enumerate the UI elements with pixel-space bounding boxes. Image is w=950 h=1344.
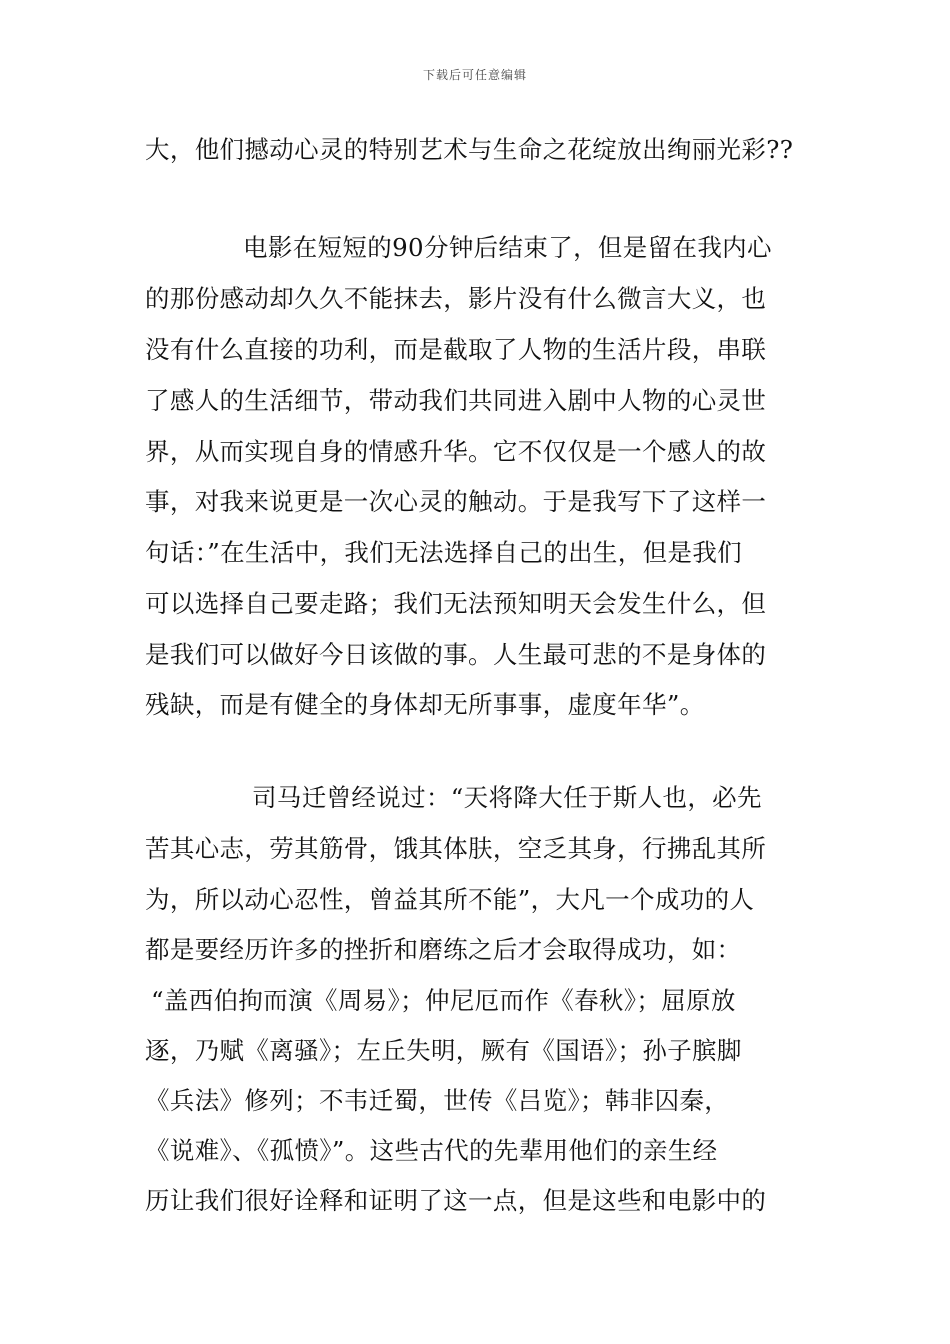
- paragraph-2-line-2: 的那份感动却久久不能抹去，影片没有什么微言大义，也: [145, 284, 767, 313]
- paragraph-3-line-4: 都是要经历许多的挫折和磨练之后才会取得成功，如：: [145, 935, 742, 964]
- paragraph-2-line-3: 没有什么直接的功利，而是截取了人物的生活片段，串联: [145, 335, 767, 364]
- paragraph-2-line-1: 电影在短短的90分钟后结束了，但是留在我内心: [243, 233, 772, 262]
- paragraph-3-line-9: 历让我们很好诠释和证明了这一点，但是这些和电影中的: [145, 1186, 767, 1215]
- page-header: 下载后可任意编辑: [422, 68, 527, 82]
- paragraph-2-line-7: 句话：”在生活中，我们无法选择自己的出生，但是我们: [145, 538, 743, 567]
- paragraph-2-line-6: 事，对我来说更是一次心灵的触动。于是我写下了这样一: [145, 487, 767, 516]
- paragraph-3-line-8: 《说难》、《孤愤》”。这些古代的先辈用他们的亲生经: [145, 1136, 718, 1165]
- paragraph-3-line-2: 苦其心志，劳其筋骨，饿其体肤，空乏其身，行拂乱其所: [145, 834, 767, 863]
- paragraph-2-line-4: 了感人的生活细节，带动我们共同进入剧中人物的心灵世: [145, 386, 767, 415]
- paragraph-3-line-6: 逐，乃赋《离骚》；左丘失明，厥有《国语》；孙子膑脚: [145, 1036, 742, 1065]
- paragraph-3-line-7: 《兵法》修列；不韦迁蜀，世传《吕览》；韩非囚秦，: [145, 1086, 730, 1115]
- paragraph-3-line-3: 为，所以动心忍性，曾益其所不能”，大凡一个成功的人: [145, 885, 755, 914]
- paragraph-2-line-5: 界，从而实现自身的情感升华。它不仅仅是一个感人的故: [145, 437, 767, 466]
- paragraph-3-line-5: “盖西伯拘而演《周易》；仲尼厄而作《春秋》；屈原放: [151, 986, 736, 1015]
- paragraph-2-line-9: 是我们可以做好今日该做的事。人生最可悲的不是身体的: [145, 640, 767, 669]
- paragraph-1-line-1: 大，他们撼动心灵的特别艺术与生命之花绽放出绚丽光彩??: [145, 135, 794, 164]
- paragraph-2-line-8: 可以选择自己要走路；我们无法预知明天会发生什么，但: [145, 589, 767, 618]
- paragraph-3-line-1: 司马迁曾经说过：“天将降大任于斯人也，必先: [252, 783, 762, 812]
- paragraph-2-line-10: 残缺，而是有健全的身体却无所事事，虚度年华”。: [145, 690, 705, 719]
